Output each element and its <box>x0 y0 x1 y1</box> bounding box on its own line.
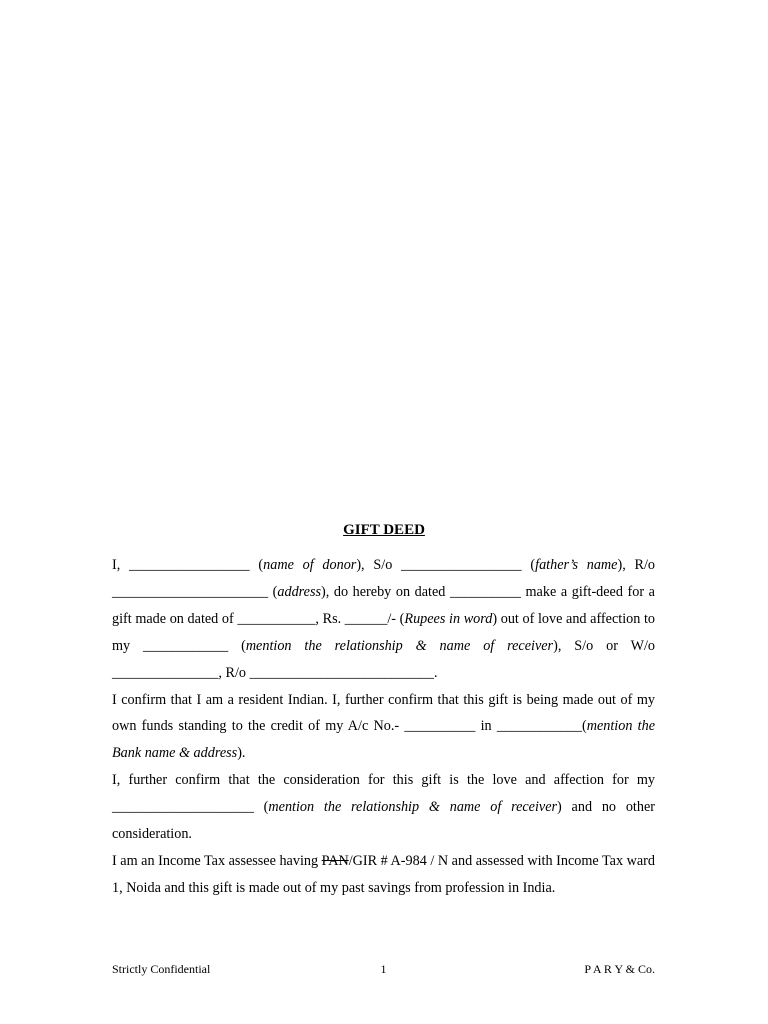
text: ), S/o or W/o <box>553 637 655 654</box>
blank-receiver-parent: _______________ <box>112 664 219 681</box>
document-title: GIFT DEED <box>343 522 425 538</box>
blank-account-number: __________ <box>404 718 476 735</box>
text: ( <box>228 637 246 654</box>
hint-rupees-in-word: Rupees in word <box>404 610 493 627</box>
text: ( <box>253 799 269 816</box>
text: I confirm that I am a resident Indian. I, further confirm that this gift is being made out of my own funds standing to the credit of my A/c No.- <box>112 691 655 735</box>
hint-address: address <box>277 583 322 600</box>
text: ). <box>237 745 246 762</box>
blank-donor-name: _________________ <box>129 557 250 573</box>
text: ), R/o <box>617 557 655 573</box>
text: I am an Income Tax assessee having <box>112 852 322 869</box>
paragraph-donor-details <box>112 552 655 687</box>
paragraph-consideration <box>112 767 655 848</box>
blank-gift-date: ___________ <box>237 610 316 627</box>
footer-confidential-label: Strictly Confidential <box>112 962 211 976</box>
text: /- ( <box>387 610 405 627</box>
hint-relationship-receiver: mention the relationship & name of receiver <box>245 637 554 654</box>
text: ), do hereby on dated <box>321 583 450 600</box>
text: ( <box>249 557 264 573</box>
text: ( <box>521 557 536 573</box>
blank-bank-name: ____________ <box>496 718 582 735</box>
paragraph-income-tax <box>112 848 655 902</box>
footer-company-name: P A R Y & Co. <box>584 962 655 976</box>
blank-receiver-address: __________________________ <box>249 664 434 681</box>
text: ( <box>581 718 587 735</box>
blank-amount: ______ <box>344 610 388 627</box>
text: . <box>433 664 438 681</box>
blank-deed-date: __________ <box>449 583 521 600</box>
text: , R/o <box>218 664 250 681</box>
page-footer <box>112 960 655 978</box>
struck-text-pan: PAN <box>321 852 349 869</box>
text: ), S/o <box>356 557 402 573</box>
text: I, <box>112 557 130 573</box>
hint-bank-name-address: mention the Bank name & address <box>112 718 656 762</box>
hint-name-of-donor: name of donor <box>263 557 357 573</box>
text: ) out of love and affection to my <box>112 610 656 654</box>
text: in <box>475 718 497 735</box>
blank-father-name: _________________ <box>401 557 522 573</box>
text: , Rs. <box>315 610 345 627</box>
text: /GIR # A-984 / N and assessed with Income Tax ward 1, Noida and this gift is made out of my past savings from profession in India. <box>112 852 655 896</box>
footer-page-number: 1 <box>380 962 387 976</box>
blank-relationship: ____________ <box>143 637 229 654</box>
document-body <box>112 552 655 902</box>
text: ) and no other consideration. <box>112 799 655 843</box>
blank-relationship-receiver: ____________________ <box>112 799 254 816</box>
blank-address: ______________________ <box>112 583 269 600</box>
text: I, further confirm that the consideration for this gift is the love and affection for my <box>112 772 655 789</box>
text: make a gift-deed for a gift made on dated of <box>112 583 655 627</box>
hint-relationship-receiver: mention the relationship & name of receiver <box>268 799 558 816</box>
paragraph-resident-confirmation <box>112 687 655 768</box>
hint-father-name: father’s name <box>535 557 618 573</box>
text: ( <box>268 583 278 600</box>
